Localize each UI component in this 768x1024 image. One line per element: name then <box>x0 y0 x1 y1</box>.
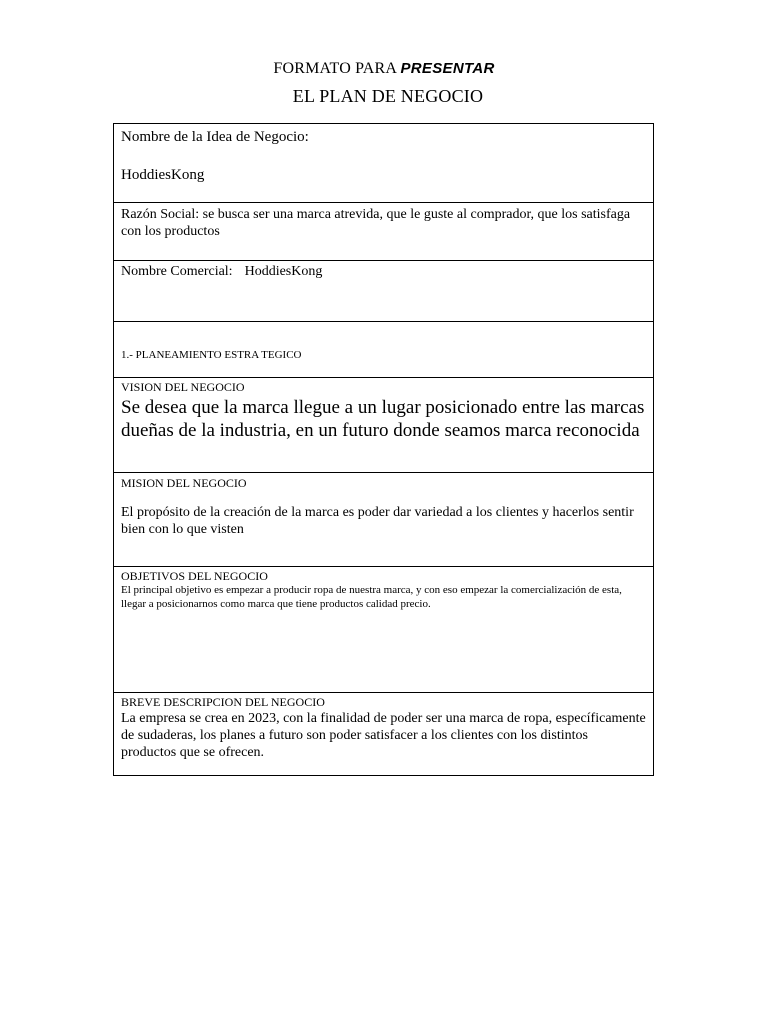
business-plan-form <box>113 123 654 776</box>
mision-text: El propósito de la creación de la marca es poder dar variedad a los clientes y hacerlos sentir bien con lo que visten <box>121 505 634 537</box>
document-subtitle: EL PLAN DE NEGOCIO <box>292 86 484 106</box>
mision-label: MISION DEL NEGOCIO <box>121 476 247 490</box>
planeamiento-heading: 1.- PLANEAMIENTO ESTRA TEGICO <box>121 349 302 361</box>
document-title <box>0 60 768 78</box>
vision-label: VISION DEL NEGOCIO <box>121 380 245 394</box>
row-objetivos <box>114 567 653 693</box>
title-prefix: FORMATO PARA <box>273 60 401 77</box>
row-breve-descripcion <box>114 693 653 775</box>
row-mision <box>114 473 653 567</box>
nombre-idea-value: HoddiesKong <box>121 167 205 183</box>
nombre-comercial-label: Nombre Comercial: <box>121 264 233 279</box>
row-planeamiento <box>114 322 653 378</box>
title-emphasis: PRESENTAR <box>400 60 495 77</box>
breve-descripcion-label: BREVE DESCRIPCION DEL NEGOCIO <box>121 695 325 709</box>
objetivos-text: El principal objetivo es empezar a producir ropa de nuestra marca, y con eso empezar la comercialización de esta, llegar a posicionarnos como marca que tiene productos calidad precio. <box>121 584 622 610</box>
nombre-comercial-line <box>121 263 646 280</box>
row-nombre-idea <box>114 124 653 203</box>
row-vision <box>114 378 653 473</box>
vision-text: Se desea que la marca llegue a un lugar posicionado entre las marcas dueñas de la industria, en un futuro donde seamos marca reconocida <box>121 397 645 441</box>
razon-social-text: Razón Social: se busca ser una marca atrevida, que le guste al comprador, que los satisfaga con los productos <box>121 207 631 239</box>
objetivos-label: OBJETIVOS DEL NEGOCIO <box>121 569 268 583</box>
row-nombre-comercial <box>114 261 653 322</box>
row-razon-social <box>114 203 653 261</box>
nombre-idea-label: Nombre de la Idea de Negocio: <box>121 129 309 145</box>
nombre-comercial-value: HoddiesKong <box>244 264 323 279</box>
breve-descripcion-text: La empresa se crea en 2023, con la finalidad de poder ser una marca de ropa, específicamente de sudaderas, los planes a futuro son poder satisfacer a los clientes con los distintos productos que se ofrecen. <box>121 711 646 760</box>
